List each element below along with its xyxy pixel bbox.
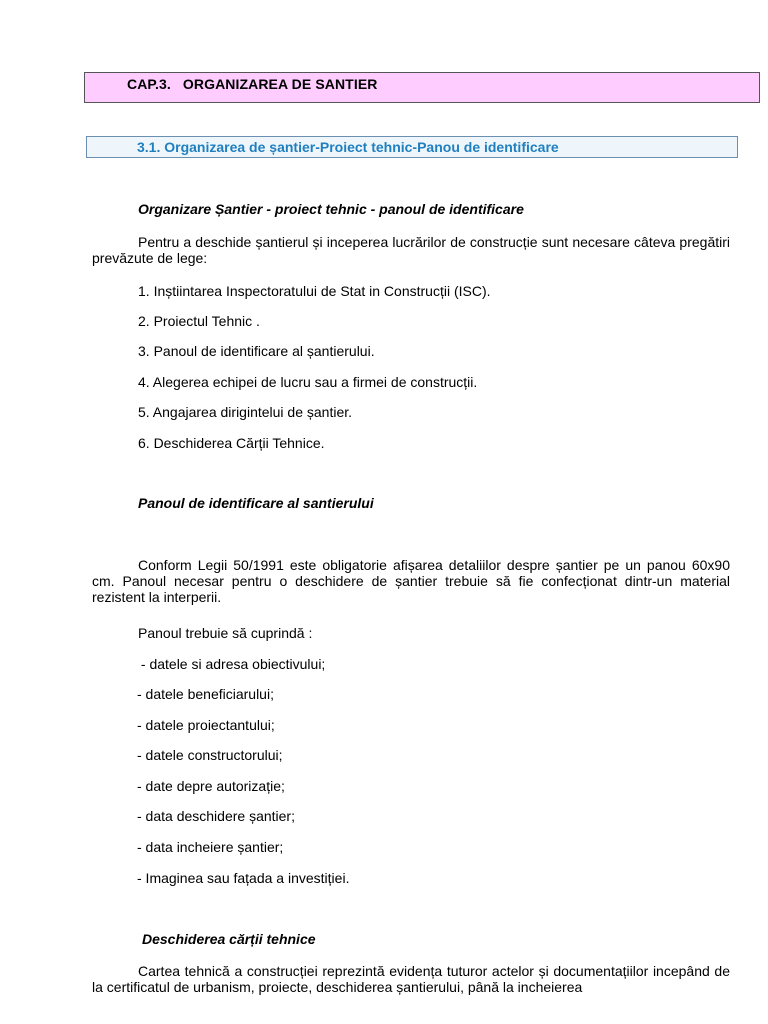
paragraph-panoul: Conform Legii 50/1991 este obligatorie afișarea detaliilor despre șantier pe un panou 60x90 cm. Panoul necesar pentru o deschidere de șantier trebuie să fie confecționat dintr-un material rezistent la interperii. — [92, 557, 730, 605]
list-item: 1. Inștiintarea Inspectoratului de Stat in Construcții (ISC). — [138, 283, 491, 299]
subheading-carte: Deschiderea cărții tehnice — [142, 931, 316, 947]
section-header — [86, 136, 738, 158]
list-item: - datele beneficiarului; — [137, 686, 274, 702]
list-item: 2. Proiectul Tehnic . — [138, 313, 260, 329]
list-item: - data deschidere șantier; — [137, 808, 295, 824]
paragraph-carte: Cartea tehnică a construcției reprezintă evidența tuturor actelor și documentațiilor incepând de la certificatul de urbanism, proiecte, deschiderea șantierului, până la incheierea — [92, 963, 730, 995]
list-intro: Panoul trebuie să cuprindă : — [138, 625, 313, 641]
paragraph-intro: Pentru a deschide șantierul și inceperea lucrărilor de construcție sunt necesare câteva pregătiri prevăzute de lege: — [92, 234, 730, 266]
list-item: 5. Angajarea dirigintelui de șantier. — [138, 404, 353, 420]
list-item: - datele constructorului; — [137, 747, 283, 763]
list-item: - date depre autorizație; — [137, 778, 285, 794]
subheading-organizare: Organizare Șantier - proiect tehnic - panoul de identificare — [138, 201, 524, 217]
subheading-panoul: Panoul de identificare al santierului — [138, 495, 374, 511]
list-item: 6. Deschiderea Cărții Tehnice. — [138, 435, 325, 451]
chapter-header — [84, 72, 760, 103]
list-item: - data incheiere șantier; — [137, 839, 284, 855]
list-item: 3. Panoul de identificare al șantierului. — [138, 343, 375, 359]
list-item: - datele si adresa obiectivului; — [137, 656, 326, 672]
list-item: - Imaginea sau fațada a investiției. — [137, 870, 350, 886]
list-item: 4. Alegerea echipei de lucru sau a firmei de construcții. — [138, 374, 478, 390]
chapter-title: CAP.3. ORGANIZAREA DE SANTIER — [127, 76, 378, 92]
list-item: - datele proiectantului; — [137, 717, 275, 733]
section-title: 3.1. Organizarea de șantier-Proiect tehnic-Panou de identificare — [137, 139, 559, 155]
